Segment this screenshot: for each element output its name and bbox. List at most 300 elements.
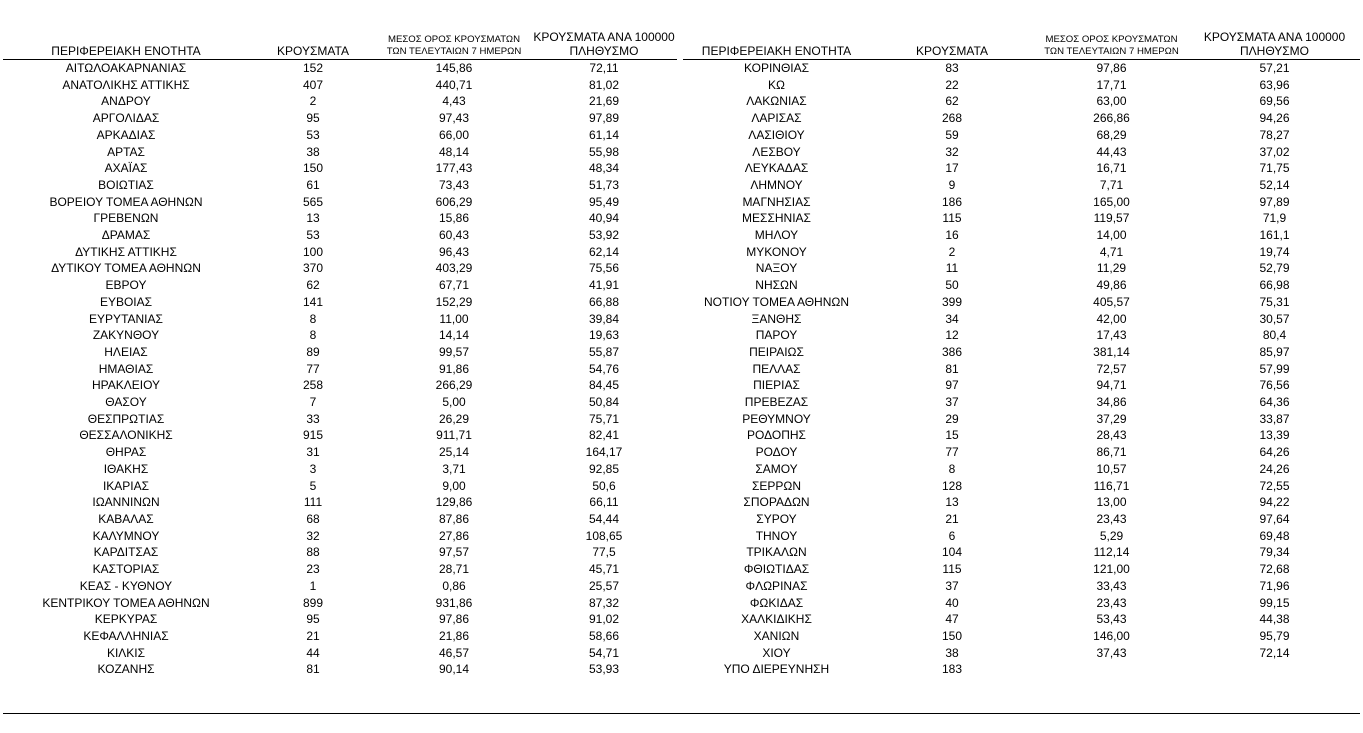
table-row bbox=[3, 327, 677, 344]
table-row bbox=[683, 294, 1360, 311]
region-cell: ΚΑΣΤΟΡΙΑΣ bbox=[92, 562, 160, 577]
per-100k-cell: 54,44 bbox=[588, 511, 620, 526]
region-cell: ΚΕΡΚΥΡΑΣ bbox=[94, 612, 158, 627]
avg-7day-cell: 23,43 bbox=[1096, 511, 1127, 526]
region-cell: ΑΡΤΑΣ bbox=[107, 144, 145, 159]
per-100k-cell: 19,63 bbox=[588, 328, 620, 343]
table-row bbox=[683, 511, 1360, 528]
avg-7day-cell: 9,00 bbox=[442, 478, 466, 493]
per-100k-cell: 24,26 bbox=[1259, 461, 1290, 476]
cases-cell: 104 bbox=[941, 545, 963, 560]
per-100k-cell: 97,64 bbox=[1259, 511, 1290, 526]
cases-cell: 81 bbox=[306, 662, 320, 677]
per-100k-cell: 54,71 bbox=[588, 645, 620, 660]
region-cell: ΜΑΓΝΗΣΙΑΣ bbox=[742, 194, 811, 209]
per-100k-cell: 50,84 bbox=[588, 395, 620, 410]
cases-cell: 9 bbox=[948, 177, 956, 192]
table-row bbox=[3, 160, 677, 177]
table-row bbox=[683, 661, 1360, 678]
region-cell: ΚΑΛΥΜΝΟΥ bbox=[92, 528, 160, 543]
cases-cell: 61 bbox=[306, 177, 320, 192]
table-row bbox=[683, 628, 1360, 645]
col-header-7day-average-line2: ΤΩΝ ΤΕΛΕΥΤΑΙΩΝ 7 ΗΜΕΡΩΝ bbox=[386, 46, 522, 57]
cases-cell: 38 bbox=[306, 144, 320, 159]
per-100k-cell: 19,74 bbox=[1259, 244, 1290, 259]
avg-7day-cell: 5,00 bbox=[442, 395, 466, 410]
per-100k-cell: 61,14 bbox=[588, 127, 620, 142]
cases-cell: 386 bbox=[941, 344, 963, 359]
region-cell: ΠΕΛΛΑΣ bbox=[752, 361, 801, 376]
avg-7day-cell: 27,86 bbox=[438, 528, 470, 543]
cases-cell: 77 bbox=[945, 445, 959, 460]
cases-cell: 6 bbox=[948, 528, 956, 543]
per-100k-cell: 76,56 bbox=[1259, 378, 1290, 393]
per-100k-cell: 41,91 bbox=[588, 278, 620, 293]
cases-cell: 150 bbox=[941, 628, 963, 643]
table-row bbox=[3, 561, 677, 578]
cases-cell: 370 bbox=[302, 261, 324, 276]
table-row bbox=[3, 645, 677, 662]
per-100k-cell: 51,73 bbox=[588, 177, 620, 192]
region-cell: ΑΡΓΟΛΙΔΑΣ bbox=[92, 111, 160, 126]
cases-cell: 68 bbox=[306, 511, 320, 526]
cases-cell: 2 bbox=[309, 94, 317, 109]
region-cell: ΣΑΜΟΥ bbox=[755, 461, 798, 476]
avg-7day-cell: 53,43 bbox=[1096, 612, 1127, 627]
per-100k-cell: 71,9 bbox=[1262, 211, 1287, 226]
avg-7day-cell: 97,86 bbox=[1096, 61, 1127, 75]
table-row bbox=[3, 394, 677, 411]
avg-7day-cell: 48,14 bbox=[438, 144, 470, 159]
avg-7day-cell: 86,71 bbox=[1096, 445, 1127, 460]
per-100k-cell: 71,75 bbox=[1259, 161, 1290, 176]
region-cell: ΚΟΖΑΝΗΣ bbox=[97, 662, 155, 677]
avg-7day-cell: 10,57 bbox=[1096, 461, 1127, 476]
per-100k-cell: 66,98 bbox=[1259, 278, 1290, 293]
table-row bbox=[683, 394, 1360, 411]
table-row bbox=[3, 611, 677, 628]
cases-cell: 8 bbox=[309, 311, 317, 326]
cases-cell: 11 bbox=[945, 261, 959, 276]
cases-cell: 915 bbox=[302, 428, 324, 443]
cases-cell: 50 bbox=[945, 278, 959, 293]
per-100k-cell: 33,87 bbox=[1259, 411, 1290, 426]
region-cell: ΥΠΟ ΔΙΕΡΕΥΝΗΣΗ bbox=[723, 662, 830, 677]
avg-7day-cell: 66,00 bbox=[438, 127, 470, 142]
region-cell: ΠΑΡΟΥ bbox=[755, 328, 798, 343]
table-row bbox=[3, 411, 677, 428]
cases-cell: 37 bbox=[945, 578, 959, 593]
bottom-divider bbox=[3, 713, 1360, 714]
region-cell: ΠΙΕΡΙΑΣ bbox=[753, 378, 800, 393]
table-row bbox=[3, 344, 677, 361]
region-cell: ΑΝΔΡΟΥ bbox=[101, 94, 151, 109]
region-cell: ΚΕΝΤΡΙΚΟΥ ΤΟΜΕΑ ΑΘΗΝΩΝ bbox=[42, 595, 210, 610]
per-100k-cell: 45,71 bbox=[588, 562, 620, 577]
region-cell: ΒΟΡΕΙΟΥ ΤΟΜΕΑ ΑΘΗΝΩΝ bbox=[49, 194, 203, 209]
cases-cell: 115 bbox=[942, 562, 962, 577]
table-row bbox=[3, 595, 677, 612]
table-row bbox=[3, 277, 677, 294]
avg-7day-cell: 13,00 bbox=[1096, 495, 1127, 510]
avg-7day-cell: 112,14 bbox=[1093, 545, 1130, 560]
per-100k-cell: 161,1 bbox=[1259, 228, 1290, 243]
table-row bbox=[683, 311, 1360, 328]
table-row bbox=[3, 210, 677, 227]
avg-7day-cell: 15,86 bbox=[438, 211, 470, 226]
cases-cell: 97 bbox=[945, 378, 959, 393]
avg-7day-cell: 165,00 bbox=[1093, 194, 1130, 209]
cases-cell: 899 bbox=[302, 595, 324, 610]
per-100k-cell: 75,56 bbox=[588, 261, 620, 276]
avg-7day-cell: 911,71 bbox=[436, 428, 472, 443]
per-100k-cell: 77,5 bbox=[592, 545, 616, 560]
cases-cell: 3 bbox=[309, 461, 317, 476]
cases-cell: 77 bbox=[306, 361, 320, 376]
avg-7day-cell: 94,71 bbox=[1096, 378, 1127, 393]
avg-7day-cell: 119,57 bbox=[1093, 211, 1130, 226]
table-row bbox=[683, 377, 1360, 394]
region-cell: ΜΕΣΣΗΝΙΑΣ bbox=[742, 211, 811, 226]
per-100k-cell: 64,36 bbox=[1259, 395, 1290, 410]
avg-7day-cell: 440,71 bbox=[435, 77, 473, 92]
avg-7day-cell: 67,71 bbox=[438, 278, 470, 293]
table-row bbox=[683, 478, 1360, 495]
avg-7day-cell: 606,29 bbox=[435, 194, 473, 209]
header-row bbox=[683, 30, 1360, 60]
cases-cell: 258 bbox=[302, 378, 324, 393]
avg-7day-cell: 73,43 bbox=[438, 177, 470, 192]
table-row bbox=[683, 611, 1360, 628]
per-100k-cell: 81,02 bbox=[588, 77, 620, 92]
avg-7day-cell: 17,71 bbox=[1096, 77, 1127, 92]
per-100k-cell: 94,22 bbox=[1259, 495, 1290, 510]
per-100k-cell: 97,89 bbox=[1259, 194, 1290, 209]
region-cell: ΛΑΡΙΣΑΣ bbox=[751, 111, 802, 126]
avg-7day-cell: 266,86 bbox=[1093, 111, 1130, 126]
cases-cell: 53 bbox=[306, 228, 320, 243]
region-cell: ΡΟΔΟΠΗΣ bbox=[747, 428, 806, 443]
cases-cell: 40 bbox=[945, 595, 959, 610]
avg-7day-cell: 49,86 bbox=[1096, 278, 1127, 293]
table-row bbox=[683, 595, 1360, 612]
region-cell: ΘΕΣΠΡΩΤΙΑΣ bbox=[87, 411, 165, 426]
table-row bbox=[683, 544, 1360, 561]
avg-7day-cell: 14,14 bbox=[438, 328, 470, 343]
region-cell: ΚΑΡΔΙΤΣΑΣ bbox=[93, 545, 159, 560]
table-row bbox=[3, 544, 677, 561]
avg-7day-cell bbox=[1034, 661, 1189, 678]
table-body-left bbox=[3, 60, 677, 679]
table-row bbox=[683, 444, 1360, 461]
region-cell: ΧΑΛΚΙΔΙΚΗΣ bbox=[741, 612, 812, 627]
table-row bbox=[3, 427, 677, 444]
avg-7day-cell: 145,86 bbox=[435, 61, 473, 75]
per-100k-cell: 37,02 bbox=[1259, 144, 1290, 159]
avg-7day-cell: 381,14 bbox=[1093, 344, 1130, 359]
region-cell: ΜΥΚΟΝΟΥ bbox=[746, 244, 807, 259]
per-100k-cell: 72,14 bbox=[1259, 645, 1290, 660]
cases-cell: 268 bbox=[941, 111, 963, 126]
table-row bbox=[3, 194, 677, 211]
cases-cell: 183 bbox=[941, 662, 963, 677]
per-100k-cell: 95,79 bbox=[1259, 628, 1290, 643]
cases-cell: 128 bbox=[941, 478, 963, 493]
table-row bbox=[683, 578, 1360, 595]
region-cell: ΝΗΣΩΝ bbox=[755, 278, 798, 293]
avg-7day-cell: 46,57 bbox=[438, 645, 470, 660]
cases-cell: 95 bbox=[306, 612, 320, 627]
avg-7day-cell: 177,43 bbox=[435, 161, 473, 176]
per-100k-cell: 13,39 bbox=[1259, 428, 1290, 443]
per-100k-cell: 78,27 bbox=[1259, 127, 1290, 142]
region-cell: ΛΕΥΚΑΔΑΣ bbox=[744, 161, 809, 176]
cases-cell: 7 bbox=[309, 395, 317, 410]
cases-cell: 47 bbox=[945, 612, 959, 627]
per-100k-cell: 62,14 bbox=[588, 244, 620, 259]
cases-cell: 29 bbox=[945, 411, 959, 426]
region-cell: ΡΕΘΥΜΝΟΥ bbox=[742, 411, 811, 426]
region-cell: ΚΩ bbox=[768, 77, 785, 92]
region-cell: ΦΛΩΡΙΝΑΣ bbox=[745, 578, 808, 593]
cases-table-left bbox=[3, 30, 677, 678]
col-header-7day-average bbox=[1034, 30, 1189, 60]
region-cell: ΝΟΤΙΟΥ ΤΟΜΕΑ ΑΘΗΝΩΝ bbox=[703, 294, 850, 309]
region-cell: ΒΟΙΩΤΙΑΣ bbox=[98, 177, 154, 192]
table-row bbox=[683, 110, 1360, 127]
col-header-per-100k bbox=[1189, 30, 1360, 60]
region-cell: ΔΥΤΙΚΟΥ ΤΟΜΕΑ ΑΘΗΝΩΝ bbox=[51, 261, 201, 276]
region-cell: ΕΒΡΟΥ bbox=[105, 278, 147, 293]
per-100k-cell: 72,11 bbox=[589, 61, 619, 75]
table-body-right bbox=[683, 60, 1360, 679]
per-100k-cell: 25,57 bbox=[588, 578, 620, 593]
table-row bbox=[683, 244, 1360, 261]
avg-7day-cell: 121,00 bbox=[1093, 562, 1130, 577]
table-row bbox=[3, 177, 677, 194]
table-row bbox=[683, 528, 1360, 545]
col-header-7day-average-line2: ΤΩΝ ΤΕΛΕΥΤΑΙΩΝ 7 ΗΜΕΡΩΝ bbox=[1044, 46, 1179, 57]
per-100k-cell: 55,98 bbox=[588, 144, 620, 159]
per-100k-cell: 48,34 bbox=[588, 161, 620, 176]
per-100k-cell: 54,76 bbox=[588, 361, 620, 376]
table-row bbox=[683, 494, 1360, 511]
cases-cell: 2 bbox=[948, 244, 956, 259]
table-row bbox=[683, 194, 1360, 211]
avg-7day-cell: 90,14 bbox=[438, 662, 470, 677]
table-row bbox=[683, 144, 1360, 161]
per-100k-cell: 53,93 bbox=[588, 662, 620, 677]
per-100k-cell: 63,96 bbox=[1259, 77, 1290, 92]
table-row bbox=[3, 528, 677, 545]
cases-cell: 8 bbox=[309, 328, 317, 343]
cases-cell: 141 bbox=[302, 294, 324, 309]
per-100k-cell: 75,71 bbox=[588, 411, 620, 426]
region-cell: ΚΑΒΑΛΑΣ bbox=[98, 511, 154, 526]
avg-7day-cell: 96,43 bbox=[438, 244, 470, 259]
region-cell: ΛΗΜΝΟΥ bbox=[750, 177, 803, 192]
table-row bbox=[3, 93, 677, 110]
table-row bbox=[683, 461, 1360, 478]
region-cell: ΣΥΡΟΥ bbox=[756, 511, 797, 526]
avg-7day-cell: 23,43 bbox=[1096, 595, 1127, 610]
per-100k-cell: 57,99 bbox=[1259, 361, 1290, 376]
avg-7day-cell: 152,29 bbox=[435, 294, 473, 309]
avg-7day-cell: 25,14 bbox=[438, 445, 470, 460]
per-100k-cell: 92,85 bbox=[588, 461, 620, 476]
col-header-per-100k-line2: ΠΛΗΘΥΣΜΟ bbox=[1239, 44, 1310, 58]
per-100k-cell: 50,6 bbox=[592, 478, 616, 493]
avg-7day-cell: 266,29 bbox=[435, 378, 473, 393]
cases-cell: 115 bbox=[942, 211, 962, 226]
table-row bbox=[683, 361, 1360, 378]
per-100k-cell: 72,55 bbox=[1259, 478, 1290, 493]
per-100k-cell: 82,41 bbox=[588, 428, 620, 443]
region-cell: ΜΗΛΟΥ bbox=[754, 228, 799, 243]
region-cell: ΑΝΑΤΟΛΙΚΗΣ ΑΤΤΙΚΗΣ bbox=[62, 77, 190, 92]
region-cell: ΘΗΡΑΣ bbox=[105, 445, 147, 460]
region-cell: ΑΡΚΑΔΙΑΣ bbox=[96, 127, 156, 142]
per-100k-cell: 53,92 bbox=[588, 228, 620, 243]
region-cell: ΣΕΡΡΩΝ bbox=[751, 478, 802, 493]
table-row bbox=[683, 427, 1360, 444]
per-100k-cell: 85,97 bbox=[1259, 344, 1290, 359]
col-header-region: ΠΕΡΙΦΕΡΕΙΑΚΗ ΕΝΟΤΗΤΑ bbox=[683, 30, 870, 60]
region-cell: ΤΗΝΟΥ bbox=[755, 528, 798, 543]
table-row bbox=[683, 277, 1360, 294]
per-100k-cell: 71,96 bbox=[1259, 578, 1290, 593]
table-row bbox=[3, 578, 677, 595]
cases-cell: 407 bbox=[302, 77, 324, 92]
table-row bbox=[683, 645, 1360, 662]
cases-cell: 34 bbox=[945, 311, 959, 326]
cases-cell: 53 bbox=[306, 127, 320, 142]
avg-7day-cell: 87,86 bbox=[438, 511, 470, 526]
avg-7day-cell: 17,43 bbox=[1096, 328, 1127, 343]
cases-table-right bbox=[683, 30, 1360, 678]
table-row bbox=[3, 311, 677, 328]
col-header-per-100k-line1: ΚΡΟΥΣΜΑΤΑ ΑΝΑ 100000 bbox=[1203, 30, 1346, 44]
avg-7day-cell: 26,29 bbox=[438, 411, 470, 426]
table-row bbox=[3, 661, 677, 678]
cases-cell: 100 bbox=[302, 244, 324, 259]
table-row bbox=[3, 494, 677, 511]
avg-7day-cell: 91,86 bbox=[438, 361, 470, 376]
region-cell: ΗΡΑΚΛΕΙΟΥ bbox=[91, 378, 161, 393]
region-cell: ΣΠΟΡΑΔΩΝ bbox=[743, 495, 810, 510]
table-row bbox=[683, 227, 1360, 244]
cases-cell: 1 bbox=[309, 578, 317, 593]
table-row bbox=[3, 377, 677, 394]
region-cell: ΛΑΣΙΘΙΟΥ bbox=[748, 127, 805, 142]
cases-cell: 38 bbox=[945, 645, 959, 660]
region-cell: ΑΙΤΩΛΟΑΚΑΡΝΑΝΙΑΣ bbox=[65, 61, 187, 75]
region-cell: ΦΘΙΩΤΙΔΑΣ bbox=[743, 562, 810, 577]
per-100k-cell: 58,66 bbox=[588, 628, 620, 643]
cases-cell: 16 bbox=[945, 228, 959, 243]
table-row bbox=[3, 361, 677, 378]
table-row bbox=[3, 244, 677, 261]
cases-cell: 62 bbox=[306, 278, 320, 293]
avg-7day-cell: 97,57 bbox=[438, 545, 470, 560]
table-row bbox=[683, 210, 1360, 227]
table-row bbox=[683, 177, 1360, 194]
region-cell: ΡΟΔΟΥ bbox=[755, 445, 798, 460]
cases-cell: 399 bbox=[941, 294, 963, 309]
avg-7day-cell: 129,86 bbox=[435, 495, 473, 510]
avg-7day-cell: 63,00 bbox=[1096, 94, 1127, 109]
avg-7day-cell: 42,00 bbox=[1096, 311, 1127, 326]
cases-cell: 37 bbox=[945, 395, 959, 410]
cases-cell: 89 bbox=[306, 344, 320, 359]
region-cell: ΙΘΑΚΗΣ bbox=[103, 461, 149, 476]
avg-7day-cell: 3,71 bbox=[442, 461, 466, 476]
per-100k-cell: 97,89 bbox=[588, 111, 620, 126]
cases-cell: 44 bbox=[306, 645, 320, 660]
region-cell: ΘΑΣΟΥ bbox=[105, 395, 147, 410]
region-cell: ΚΙΛΚΙΣ bbox=[106, 645, 146, 660]
region-cell: ΗΛΕΙΑΣ bbox=[104, 344, 148, 359]
avg-7day-cell: 60,43 bbox=[438, 228, 470, 243]
per-100k-cell: 84,45 bbox=[588, 378, 620, 393]
cases-cell: 62 bbox=[945, 94, 959, 109]
per-100k-cell: 52,14 bbox=[1259, 177, 1290, 192]
region-cell: ΕΥΒΟΙΑΣ bbox=[99, 294, 153, 309]
table-row bbox=[683, 411, 1360, 428]
cases-cell: 21 bbox=[306, 628, 320, 643]
cases-cell: 150 bbox=[302, 161, 324, 176]
avg-7day-cell: 97,86 bbox=[438, 612, 470, 627]
cases-cell: 12 bbox=[945, 328, 959, 343]
cases-cell: 186 bbox=[941, 194, 963, 209]
region-cell: ΔΡΑΜΑΣ bbox=[101, 228, 151, 243]
avg-7day-cell: 5,29 bbox=[1099, 528, 1124, 543]
cases-cell: 32 bbox=[945, 144, 959, 159]
per-100k-cell: 69,48 bbox=[1259, 528, 1290, 543]
per-100k-cell: 66,11 bbox=[589, 495, 619, 510]
table-row bbox=[3, 227, 677, 244]
avg-7day-cell: 33,43 bbox=[1096, 578, 1127, 593]
region-cell: ΘΕΣΣΑΛΟΝΙΚΗΣ bbox=[79, 428, 173, 443]
region-cell: ΛΕΣΒΟΥ bbox=[752, 144, 801, 159]
region-cell: ΕΥΡΥΤΑΝΙΑΣ bbox=[89, 311, 163, 326]
region-cell: ΙΚΑΡΙΑΣ bbox=[102, 478, 150, 493]
per-100k-cell: 30,57 bbox=[1259, 311, 1290, 326]
cases-cell: 17 bbox=[945, 161, 959, 176]
region-cell: ΞΑΝΘΗΣ bbox=[751, 311, 802, 326]
per-100k-cell: 95,49 bbox=[588, 194, 620, 209]
per-100k-cell: 64,26 bbox=[1259, 445, 1290, 460]
cases-cell: 95 bbox=[306, 111, 320, 126]
avg-7day-cell: 34,86 bbox=[1096, 395, 1127, 410]
col-header-7day-average bbox=[377, 30, 531, 60]
col-header-per-100k bbox=[531, 30, 677, 60]
avg-7day-cell: 37,29 bbox=[1096, 411, 1127, 426]
col-header-cases: ΚΡΟΥΣΜΑΤΑ bbox=[870, 30, 1034, 60]
avg-7day-cell: 44,43 bbox=[1096, 144, 1127, 159]
table-row bbox=[3, 127, 677, 144]
table-row bbox=[3, 478, 677, 495]
avg-7day-cell: 146,00 bbox=[1093, 628, 1130, 643]
avg-7day-cell: 16,71 bbox=[1096, 161, 1127, 176]
per-100k-cell: 52,79 bbox=[1259, 261, 1290, 276]
per-100k-cell: 40,94 bbox=[588, 211, 620, 226]
per-100k-cell: 44,38 bbox=[1259, 612, 1290, 627]
avg-7day-cell: 405,57 bbox=[1093, 294, 1130, 309]
table-row bbox=[683, 260, 1360, 277]
cases-cell: 8 bbox=[948, 461, 956, 476]
table-row bbox=[3, 144, 677, 161]
